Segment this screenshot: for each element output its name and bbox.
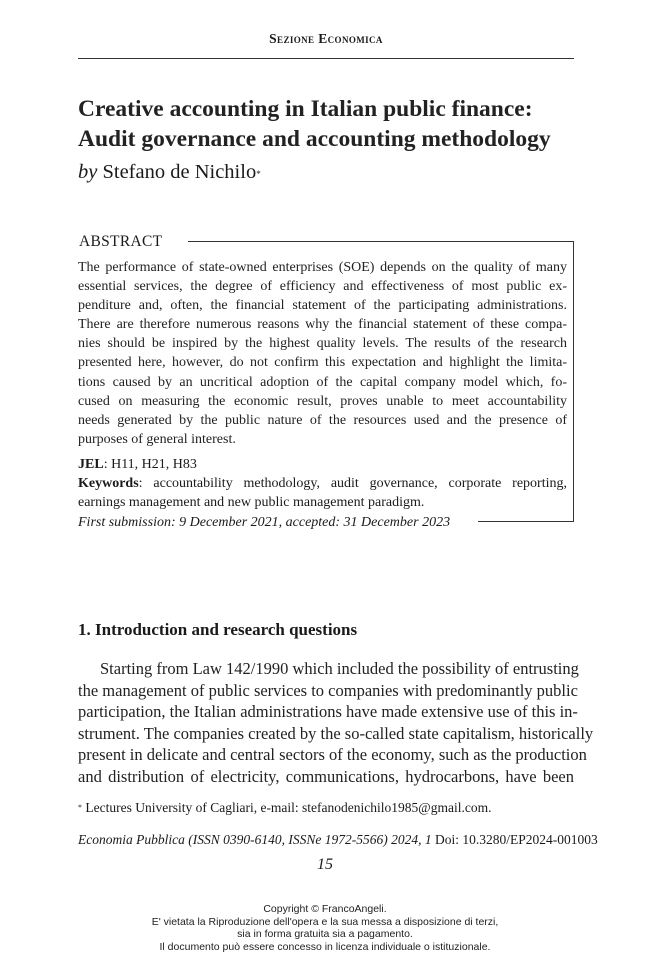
abstract-box-top-rule <box>188 241 574 242</box>
intro-paragraph <box>78 658 594 787</box>
abstract-line: tions caused by an uncritical adoption of the capital company model which, fo- <box>78 374 567 390</box>
abstract-line: The performance of state-owned enterprises (SOE) depends on the quality of many <box>78 260 567 275</box>
abstract-label: ABSTRACT <box>79 233 163 250</box>
journal-citation <box>78 831 598 848</box>
abstract-line: essential services, the degree of efficiency and effectiveness of most public ex- <box>78 279 567 295</box>
footnote-text: Lectures University of Cagliari, e-mail: stefanodenichilo1985@gmail.com. <box>82 800 492 815</box>
byline-by: by <box>78 161 98 183</box>
copyright-notice <box>0 903 650 953</box>
copyright-line: Il documento può essere concesso in licenza individuale o istituzionale. <box>159 940 491 953</box>
keywords-line-2: earnings management and new public management paradigm. <box>78 495 425 510</box>
author-name: Stefano de Nichilo <box>102 161 257 183</box>
abstract-text <box>78 258 567 449</box>
body-line: Starting from Law 142/1990 which included the possibility of entrusting <box>100 659 579 678</box>
page-number: 15 <box>317 856 333 873</box>
abstract-box-bottom-rule <box>478 521 574 522</box>
jel-label: JEL <box>78 457 104 472</box>
keywords-values: : accountability methodology, audit governance, corporate reporting, <box>138 476 567 491</box>
submission-dates: First submission: 9 December 2021, accepted: 31 December 2023 <box>78 515 451 530</box>
body-line: participation, the Italian administrations have made extensive use of this in- <box>78 702 578 721</box>
abstract-line: purposes of general interest. <box>78 431 236 447</box>
footnote <box>78 799 491 816</box>
abstract-box-right-rule <box>573 241 574 522</box>
footnote-mark: * <box>78 803 82 812</box>
abstract-line: needs generated by the public nature of the resources used and the presence of <box>78 412 567 428</box>
title-line-2: Audit governance and accounting methodology <box>78 126 551 152</box>
abstract-line: presented here, however, do not confirm this expectation and highlight the limita- <box>78 355 567 371</box>
copyright-line: sia in forma gratuita sia a pagamento. <box>237 928 413 940</box>
abstract-line: nies should be inspired by the highest quality levels. The results of the research <box>78 336 567 352</box>
body-line: strument. The companies created by the so-called state capitalism, historically <box>78 723 594 743</box>
abstract-line: There are therefore numerous reasons why the financial statement of these compa- <box>78 317 567 333</box>
keywords <box>78 474 567 512</box>
body-line: the management of public services to companies with predominantly public <box>78 680 578 700</box>
abstract-line: cused on measuring the economic result, proves unable to meet accountability <box>78 393 567 409</box>
keywords-line-1 <box>78 474 567 493</box>
body-line: present in delicate and central sectors of the economy, such as the production <box>78 745 587 764</box>
byline <box>78 159 261 185</box>
title-line-1: Creative accounting in Italian public finance: <box>78 96 533 122</box>
doi: Doi: 10.3280/EP2024-001003 <box>431 832 598 847</box>
copyright-line: Copyright © FrancoAngeli. <box>263 903 387 915</box>
abstract-line: penditure and, often, the financial statement of the participating administrations. <box>78 298 567 314</box>
copyright-line: E' vietata la Riproduzione dell'opera e la sua messa a disposizione di terzi, <box>151 915 499 928</box>
jel-codes <box>78 455 197 474</box>
journal-name: Economia Pubblica (ISSN 0390-6140, ISSNe 1972-5566) 2024, 1 <box>78 832 432 847</box>
jel-values: : H11, H21, H83 <box>103 457 197 472</box>
keywords-label: Keywords <box>78 476 139 491</box>
body-line: and distribution of electricity, communications, hydrocarbons, have been <box>78 766 574 786</box>
section-heading: 1. Introduction and research questions <box>78 620 358 639</box>
author-footnote-mark: * <box>256 169 261 179</box>
article-title <box>78 94 598 154</box>
running-header: Sezione Economica <box>78 30 574 59</box>
